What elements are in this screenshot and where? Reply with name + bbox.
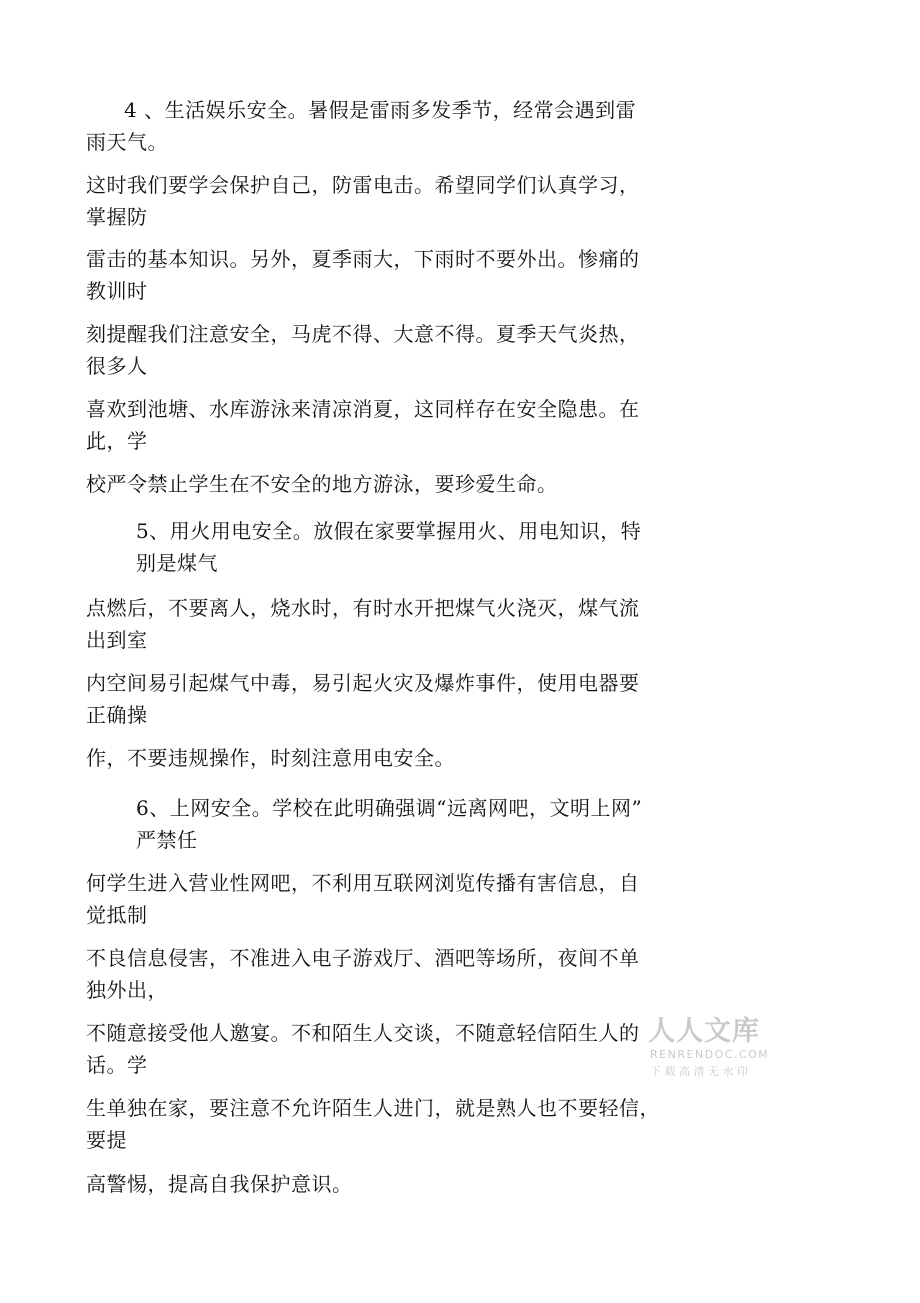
text-line: 何学生进入营业性网吧，不利用互联网浏览传播有害信息，自 (86, 871, 640, 895)
text-line: 这时我们要学会保护自己，防雷电击。希望同学们认真学习， (86, 173, 640, 197)
text-line: 不良信息侵害，不准进入电子游戏厅、酒吧等场所，夜间不单 (86, 946, 640, 970)
paragraph-text (86, 169, 686, 233)
text-line: 很多人 (86, 354, 148, 378)
watermark-subtitle: 下载高清无水印 (650, 1065, 752, 1078)
text-line: 刻提醒我们注意安全，马虎不得、大意不得。夏季天气炎热， (86, 322, 640, 346)
paragraph-text (86, 942, 686, 1006)
paragraph-text (86, 243, 686, 307)
watermark-url: RENRENDOC.COM (650, 1048, 770, 1061)
paragraph-text (86, 468, 686, 500)
paragraph-text (86, 742, 686, 774)
text-line: 掌握防 (86, 205, 148, 229)
text-line: 高警惕，提高自我保护意识。 (86, 1172, 353, 1196)
text-line: 雷击的基本知识。另外，夏季雨大，下雨时不要外出。惨痛的 (86, 247, 640, 271)
watermark-logo (648, 1016, 778, 1080)
text-line: 5、用火用电安全。放假在家要掌握用火、用电知识，特 (136, 519, 642, 543)
paragraph-text (86, 667, 686, 731)
text-line: 觉抵制 (86, 903, 148, 927)
text-line: 出到室 (86, 628, 148, 652)
watermark-title: 人人文库 (648, 1016, 760, 1047)
paragraph-internet-safety (136, 792, 696, 856)
paragraph-text (86, 1017, 686, 1081)
text-line: 教训时 (86, 279, 148, 303)
text-line: 生单独在家，要注意不允许陌生人进门，就是熟人也不要轻信， (86, 1096, 660, 1120)
text-line: 校严令禁止学生在不安全的地方游泳，要珍爱生命。 (86, 472, 558, 496)
text-line: 6、上网安全。学校在此明确强调“远离网吧，文明上网” (136, 796, 643, 820)
text-line: 作，不要违规操作，时刻注意用电安全。 (86, 746, 455, 770)
text-line: 喜欢到池塘、水库游泳来清凉消夏，这同样存在安全隐患。在 (86, 397, 640, 421)
paragraph-fire-electric-safety (136, 515, 696, 579)
paragraph-life-safety (86, 94, 686, 158)
paragraph-text (86, 1168, 686, 1200)
text-line: 内空间易引起煤气中毒，易引起火灾及爆炸事件，使用电器要 (86, 671, 640, 695)
text-line: 雨天气。 (86, 130, 168, 154)
paragraph-text (86, 592, 686, 656)
text-line: 独外出， (86, 978, 168, 1002)
paragraph-text (86, 393, 686, 457)
paragraph-text (86, 867, 686, 931)
text-line: 话。学 (86, 1053, 148, 1077)
text-line: 点燃后，不要离人，烧水时，有时水开把煤气火浇灭，煤气流 (86, 596, 640, 620)
text-line: 要提 (86, 1128, 127, 1152)
text-line: 正确操 (86, 703, 148, 727)
text-line: 不随意接受他人邀宴。不和陌生人交谈，不随意轻信陌生人的 (86, 1021, 640, 1045)
paragraph-text (86, 318, 686, 382)
text-line: 严禁任 (136, 828, 198, 852)
text-line: 4 、生活娱乐安全。暑假是雷雨多发季节，经常会遇到雷 (124, 98, 637, 122)
text-line: 别是煤气 (136, 551, 218, 575)
text-line: 此，学 (86, 429, 148, 453)
paragraph-text (86, 1092, 686, 1156)
